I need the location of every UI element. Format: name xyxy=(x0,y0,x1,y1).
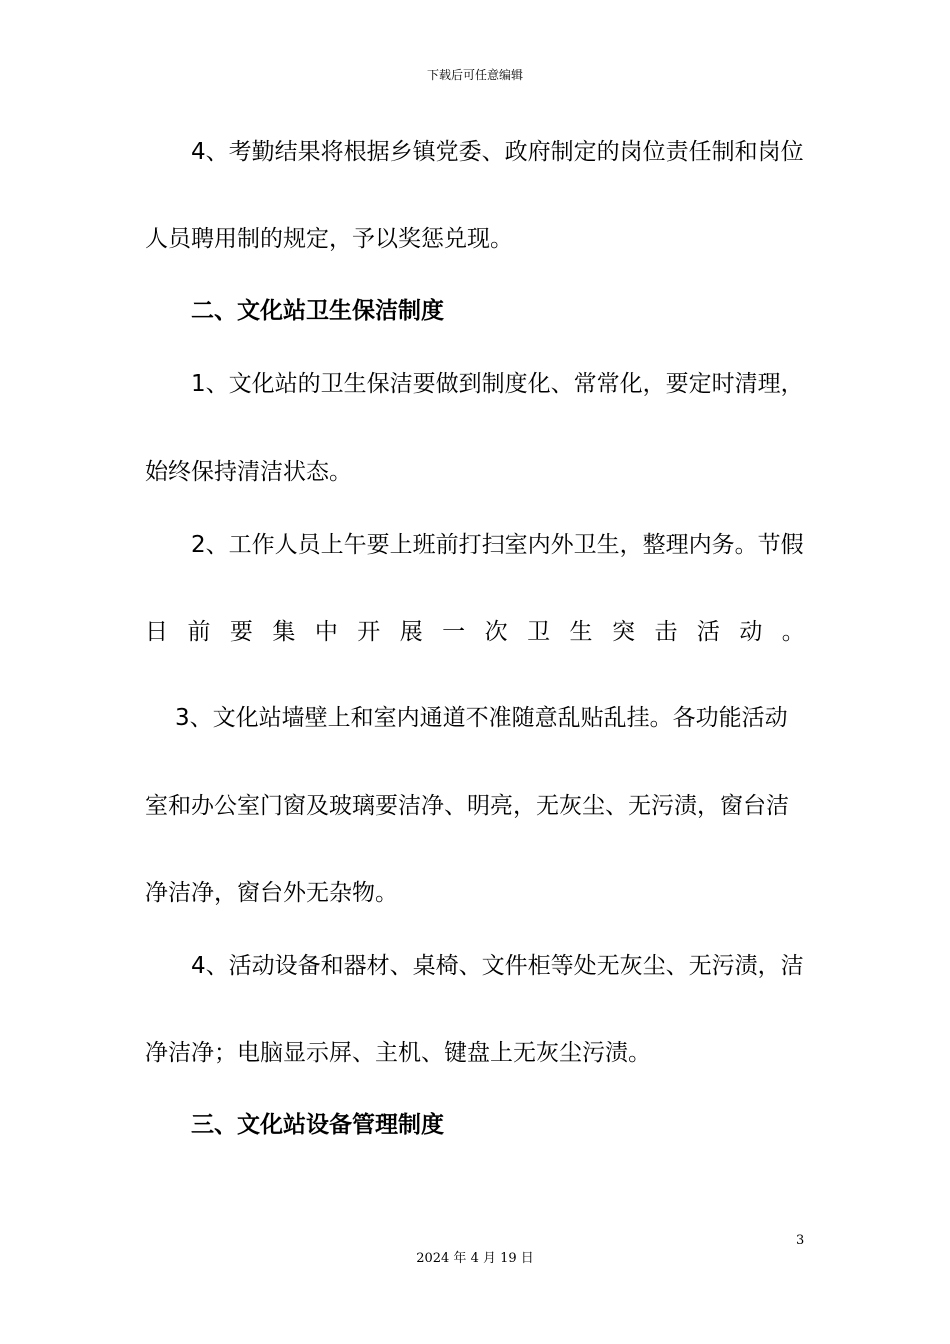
spread-char: 开 xyxy=(357,619,381,645)
paragraph-line: 始终保持清洁状态。 xyxy=(145,459,352,485)
spread-char: 生 xyxy=(569,619,593,645)
paragraph-line: 室和办公室门窗及玻璃要洁净、明亮，无灰尘、无污渍，窗台洁 xyxy=(145,793,789,819)
spread-char: 。 xyxy=(781,619,805,645)
spread-char: 展 xyxy=(399,619,423,645)
spread-char: 击 xyxy=(654,619,678,645)
spread-char: 卫 xyxy=(527,619,551,645)
paragraph-line: 净洁净，窗台外无杂物。 xyxy=(145,880,398,906)
header-note: 下载后可任意编辑 xyxy=(426,68,523,82)
spread-char: 突 xyxy=(611,619,635,645)
spread-char: 日 xyxy=(145,619,168,645)
spread-char: 一 xyxy=(442,619,466,645)
paragraph-line: 1、文化站的卫生保洁要做到制度化、常常化，要定时清理， xyxy=(191,371,804,397)
spread-char: 集 xyxy=(272,619,296,645)
section-heading: 二、文化站卫生保洁制度 xyxy=(191,298,444,324)
paragraph-line: 4、考勤结果将根据乡镇党委、政府制定的岗位责任制和岗位 xyxy=(191,139,804,165)
spread-char: 动 xyxy=(739,619,763,645)
paragraph-line: 4、活动设备和器材、桌椅、文件柜等处无灰尘、无污渍，洁 xyxy=(191,953,804,979)
spread-char: 要 xyxy=(229,619,253,645)
spread-char: 活 xyxy=(696,619,720,645)
paragraph-line: 人员聘用制的规定，予以奖惩兑现。 xyxy=(145,226,513,252)
paragraph-line: 净洁净；电脑显示屏、主机、键盘上无灰尘污渍。 xyxy=(145,1040,651,1066)
paragraph-line: 3、文化站墙壁上和室内通道不准随意乱贴乱挂。各功能活动 xyxy=(175,705,788,731)
spread-char: 次 xyxy=(484,619,508,645)
footer-date: 2024 年 4 月 19 日 xyxy=(416,1251,534,1266)
section-heading: 三、文化站设备管理制度 xyxy=(191,1112,444,1138)
spread-char: 前 xyxy=(187,619,211,645)
spread-char: 中 xyxy=(314,619,338,645)
paragraph-line: 2、工作人员上午要上班前打扫室内外卫生，整理内务。节假 xyxy=(191,532,804,558)
page-number: 3 xyxy=(796,1233,805,1248)
spread-paragraph-line xyxy=(145,617,805,647)
